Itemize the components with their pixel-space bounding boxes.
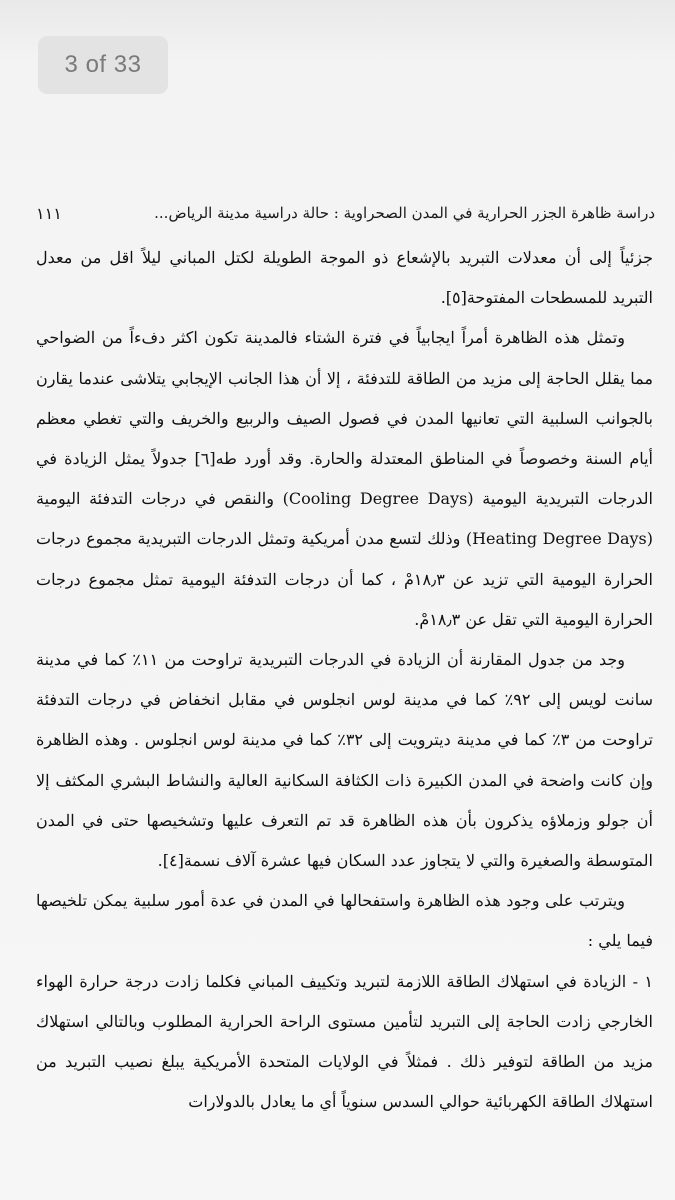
page-counter-badge: 3 of 33 [38, 36, 168, 94]
paragraph: ويترتب على وجود هذه الظاهرة واستفحالها في المدن في عدة أمور سلبية يمكن تلخيصها فيما يلي : [36, 891, 653, 951]
paragraph: جزئياً إلى أن معدلات التبريد بالإشعاع ذو الموجة الطويلة لكتل المباني ليلاً اقل من معدل التبريد للمسطحات المفتوحة[٥]. [36, 248, 653, 308]
running-header [36, 198, 655, 228]
body-text [36, 238, 653, 1122]
list-item-paragraph: ١ - الزيادة في استهلاك الطاقة اللازمة لتبريد وتكييف المباني فكلما زادت درجة حرارة الهواء الخارجي زادت الحاجة إلى التبريد لتأمين مستوى الراحة الحرارية المطلوب وبالتالي استهلاك مزيد من الطاقة لتوفير ذلك . فمثلاً في الولايات المتحدة الأمريكية يبلغ نصيب التبريد من استهلاك الطاقة الكهربائية حوالي السدس سنوياً أي ما يعادل بالدولارات [36, 971, 653, 1112]
paragraph: وتمثل هذه الظاهرة أمراً ايجابياً في فترة الشتاء فالمدينة تكون اكثر دفءاً من الضواحي مما يقلل الحاجة إلى مزيد من الطاقة للتدفئة ، إلا أن هذا الجانب الإيجابي يتلاشى عندما يقارن بالجوانب السلبية التي تعانيها المدن في فصول الصيف والربيع والخريف والتي تغطي معظم أيام السنة وخصوصاً في المناطق المعتدلة والحارة. وقد أورد طه[٦] جدولاً يمثل الزيادة في الدرجات التبريدية اليومية (Cooling Degree Days) والنقص في درجات التدفئة اليومية (Heating Degree Days) وذلك لتسع مدن أمريكية وتمثل الدرجات التبريدية مجموع درجات الحرارة اليومية التي تزيد عن ١٨٫٣مْ ، كما أن درجات التدفئة اليومية تمثل مجموع درجات الحرارة اليومية التي تقل عن ١٨٫٣مْ. [36, 328, 654, 629]
header-page-number: ١١١ [36, 203, 62, 223]
header-title: دراسة ظاهرة الجزر الحرارية في المدن الصحراوية : حالة دراسية مدينة الرياض... [154, 204, 655, 222]
paragraph: وجد من جدول المقارنة أن الزيادة في الدرجات التبريدية تراوحت من ١١٪ كما في مدينة سانت لويس إلى ٩٢٪ كما في مدينة لوس انجلوس في مقابل انخفاض في درجات التدفئة تراوحت من ٣٪ كما في مدينة ديترويت إلى ٣٢٪ كما في مدينة لوس انجلوس . وهذه الظاهرة وإن كانت واضحة في المدن الكبيرة ذات الكثافة السكانية العالية والنشاط البشري المكثف إلا أن جولو وزملاؤه يذكرون بأن هذه الظاهرة قد تم التعرف عليها وتشخيصها حتى في المدن المتوسطة والصغيرة والتي لا يتجاوز عدد السكان فيها عشرة آلاف نسمة[٤]. [36, 650, 654, 871]
